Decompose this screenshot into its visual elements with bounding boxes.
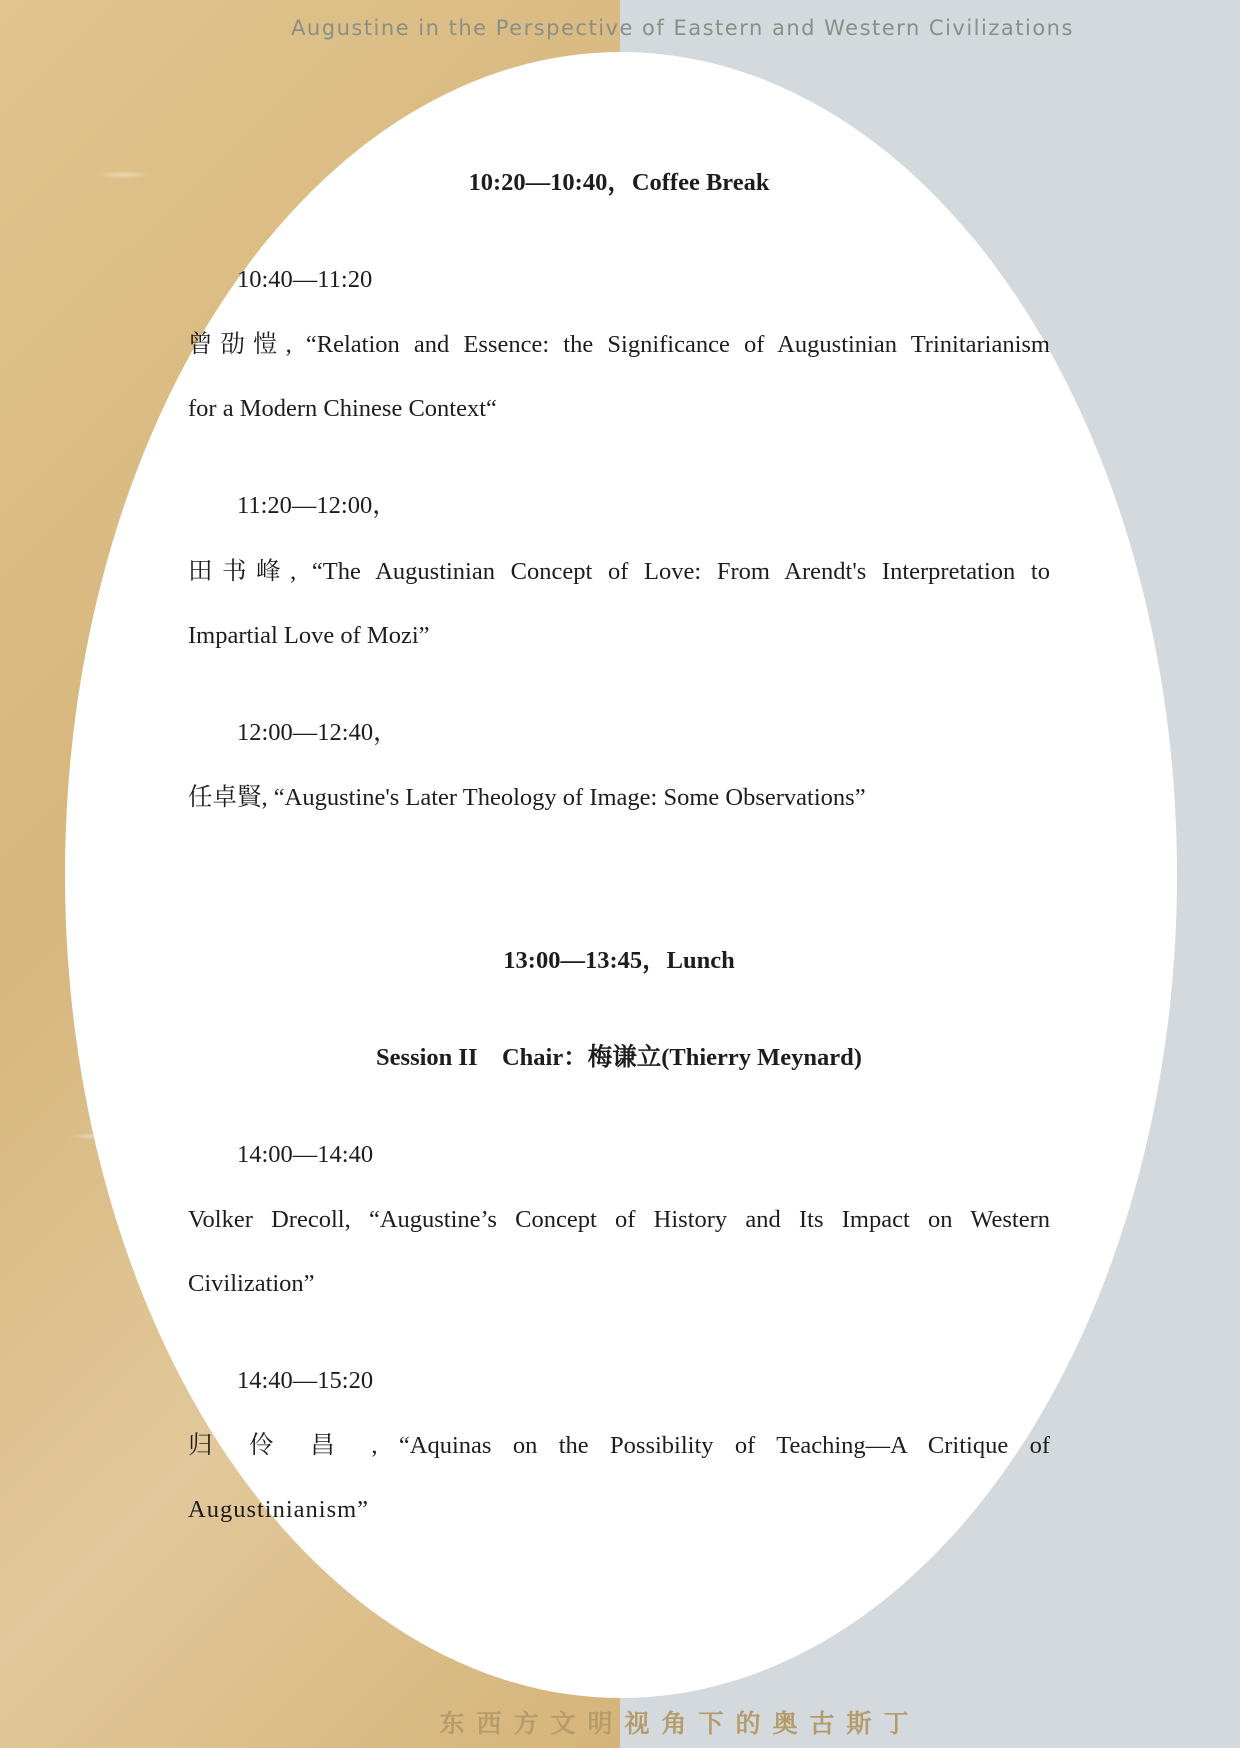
running-header: Augustine in the Perspective of Eastern and Western Civilizations [291, 16, 1074, 40]
talk-title-line: 任卓賢, “Augustine's Later Theology of Image: Some Observations” [188, 784, 866, 811]
lunch-heading: 13:00—13:45，Lunch [503, 947, 735, 974]
talk-title-line: Civilization” [188, 1270, 315, 1297]
talk-time: 10:40—11:20 [237, 266, 373, 293]
talk-time: 11:20—12:00， [237, 492, 397, 519]
talk-title-line: Volker Drecoll, “Augustine’s Concept of History and Its Impact on Western [188, 1206, 1050, 1233]
talk-title-line: for a Modern Chinese Context“ [188, 395, 497, 422]
running-footer: 东西方文明视角下的奥古斯丁 [439, 1709, 921, 1738]
session-heading: Session II Chair：梅谦立(Thierry Meynard) [376, 1044, 862, 1071]
talk-title-line: 归 伶 昌 , “Aquinas on the Possibility of Teaching—A Critique of [188, 1432, 1050, 1459]
talk-title-line: 田书峰, “The Augustinian Concept of Love: From Arendt's Interpretation to [188, 558, 1050, 585]
talk-title-line: 曾劭愷, “Relation and Essence: the Significance of Augustinian Trinitarianism [188, 331, 1050, 358]
talk-time: 14:40—15:20 [237, 1367, 374, 1394]
talk-title-line: Augustinianism” [188, 1496, 370, 1523]
talk-time: 14:00—14:40 [237, 1141, 374, 1168]
talk-time: 12:00—12:40， [237, 719, 398, 746]
talk-title-line: Impartial Love of Mozi” [188, 622, 430, 649]
coffee-break-heading: 10:20—10:40，Coffee Break [468, 169, 770, 196]
